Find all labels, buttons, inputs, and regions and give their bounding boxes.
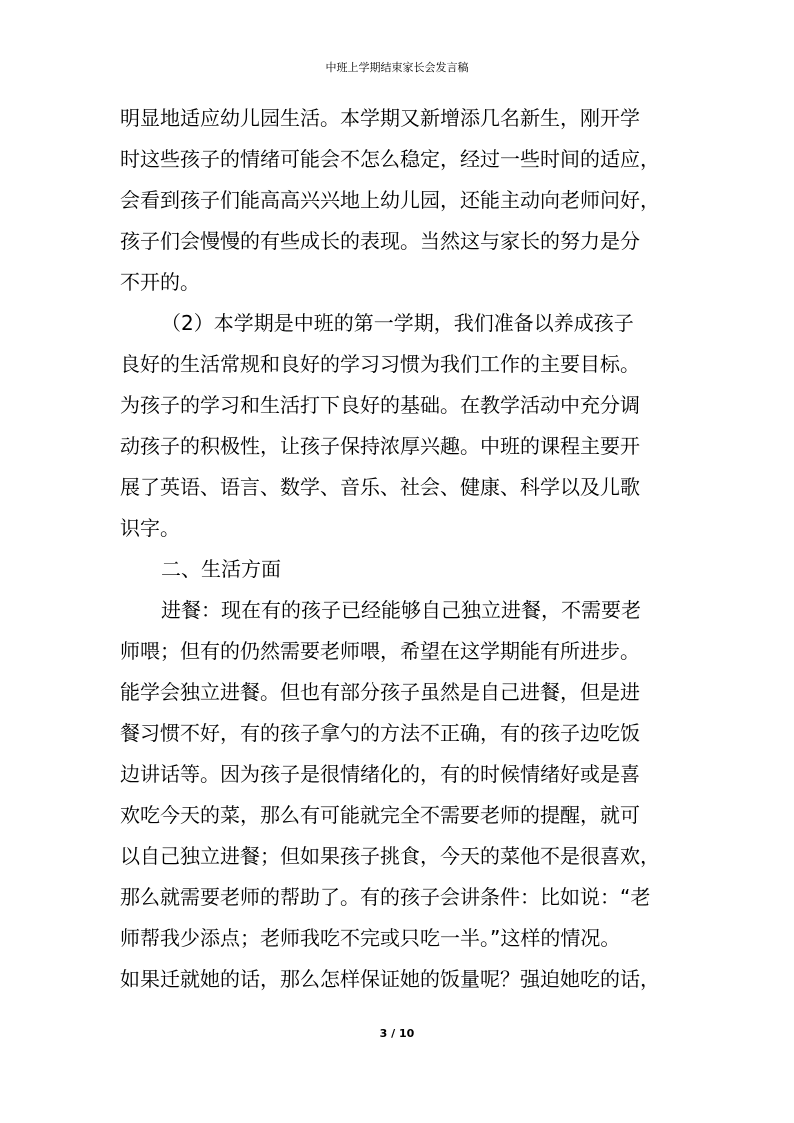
text-line: 明显地适应幼儿园生活。本学期又新增添几名新生，刚开学	[120, 106, 640, 130]
paragraph-start-line: 进餐：现在有的孩子已经能够自己独立进餐，不需要老	[161, 598, 641, 622]
paragraph-start-line: （2）本学期是中班的第一学期，我们准备以养成孩子	[161, 311, 634, 335]
section-heading: 二、生活方面	[161, 557, 281, 581]
text-line: 边讲话等。因为孩子是很情绪化的，有的时候情绪好或是喜	[120, 762, 640, 786]
text-line: 动孩子的积极性，让孩子保持浓厚兴趣。中班的课程主要开	[120, 434, 640, 458]
text-line: 餐习惯不好，有的孩子拿勺的方法不正确，有的孩子边吃饭	[120, 721, 640, 745]
text-line: 良好的生活常规和良好的学习习惯为我们工作的主要目标。	[120, 352, 640, 376]
text-line: 如果迁就她的话，那么怎样保证她的饭量呢？强迫她吃的话，	[120, 967, 660, 991]
text-line: 那么就需要老师的帮助了。有的孩子会讲条件：比如说：“老	[120, 885, 651, 909]
text-line: 欢吃今天的菜，那么有可能就完全不需要老师的提醒，就可	[120, 803, 640, 827]
text-line: 师帮我少添点；老师我吃不完或只吃一半。”这样的情况。	[120, 926, 621, 950]
text-line: 师喂；但有的仍然需要老师喂，希望在这学期能有所进步。	[120, 639, 640, 663]
text-line: 识字。	[120, 516, 180, 540]
text-line: 以自己独立进餐；但如果孩子挑食，今天的菜他不是很喜欢，	[120, 844, 660, 868]
text-line: 不开的。	[120, 270, 200, 294]
text-line: 展了英语、语言、数学、音乐、社会、健康、科学以及儿歌	[120, 475, 640, 499]
text-line: 会看到孩子们能高高兴兴地上幼儿园，还能主动向老师问好，	[120, 188, 660, 212]
text-line: 孩子们会慢慢的有些成长的表现。当然这与家长的努力是分	[120, 229, 640, 253]
text-line: 为孩子的学习和生活打下良好的基础。在教学活动中充分调	[120, 393, 640, 417]
page-footer	[0, 1027, 794, 1041]
document-title: 中班上学期结束家长会发言稿	[325, 61, 469, 74]
text-line: 能学会独立进餐。但也有部分孩子虽然是自己进餐，但是进	[120, 680, 640, 704]
page-header	[0, 61, 794, 75]
text-line: 时这些孩子的情绪可能会不怎么稳定，经过一些时间的适应，	[120, 147, 660, 171]
document-body	[120, 98, 694, 1000]
page-number: 3 / 10	[379, 1027, 415, 1040]
